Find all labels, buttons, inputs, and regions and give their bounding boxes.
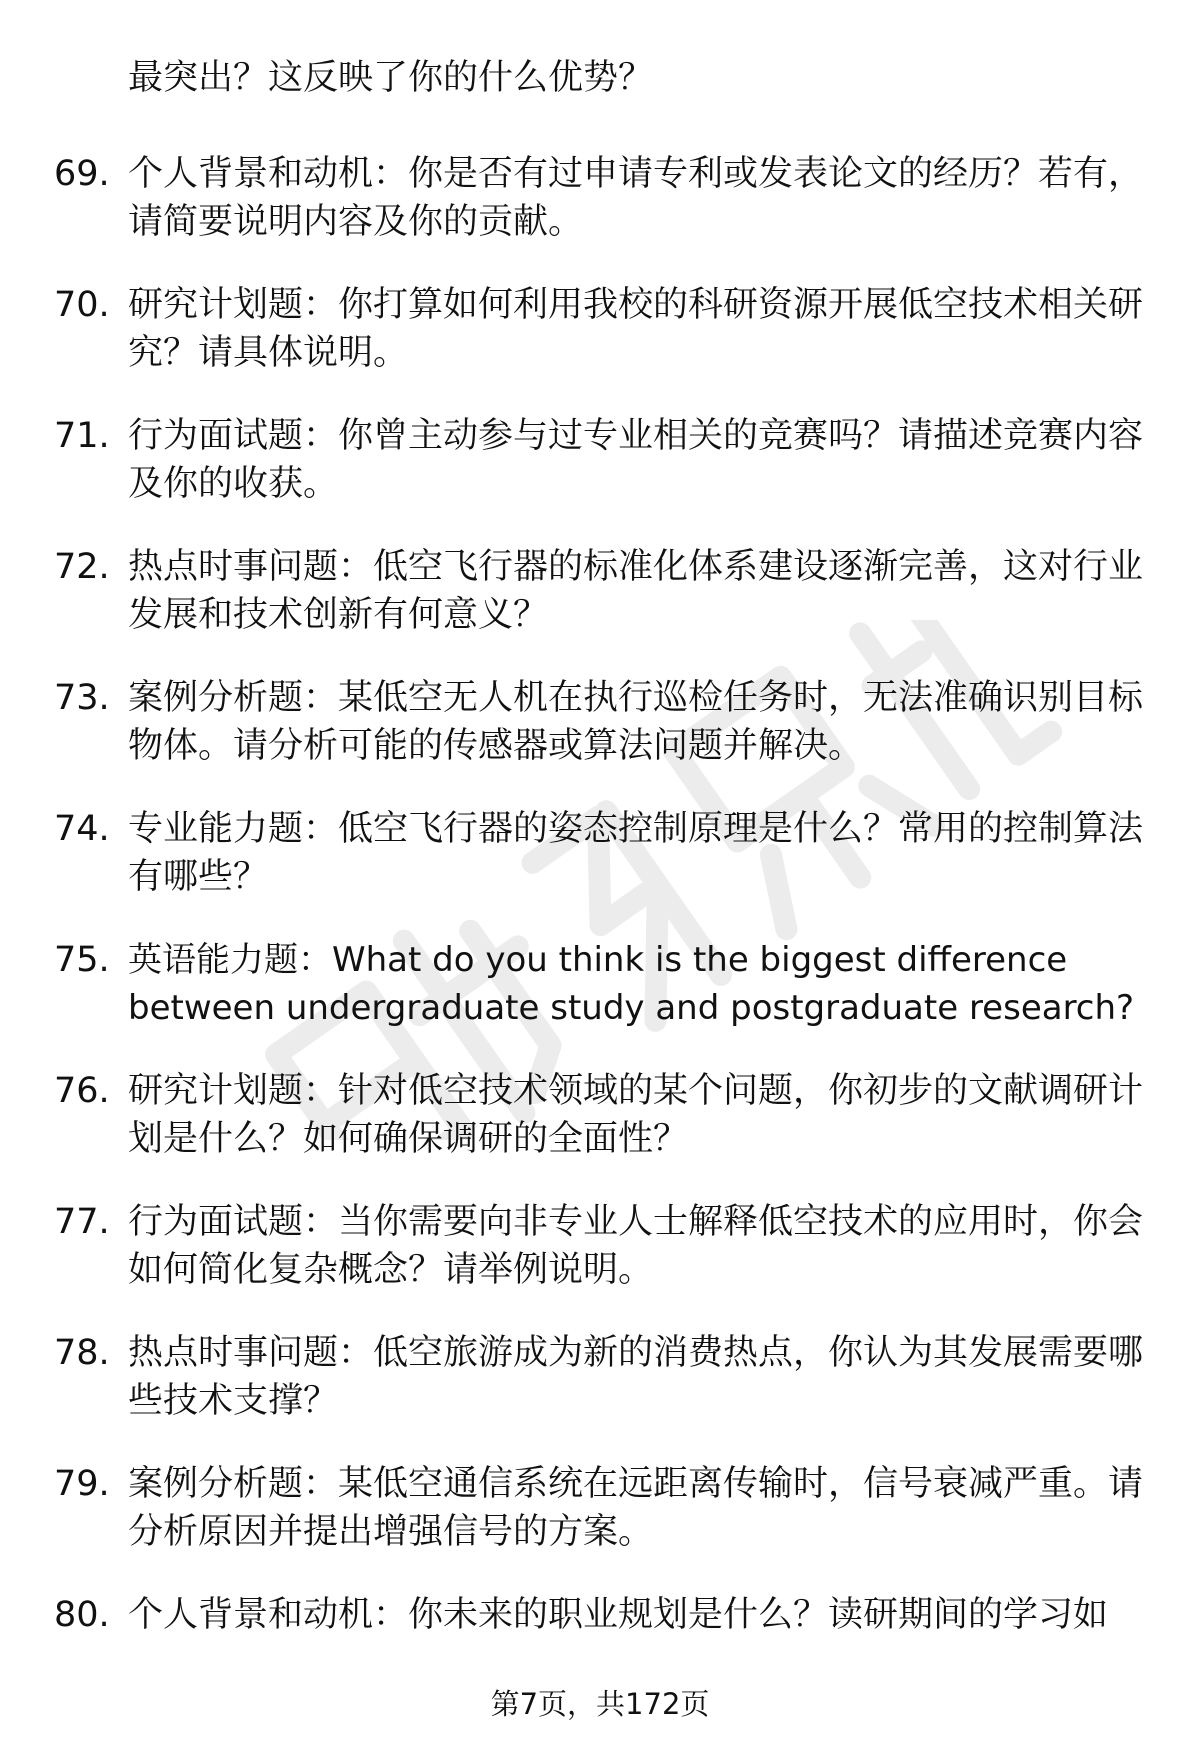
question-text: 行为面试题：你曾主动参与过专业相关的竞赛吗？请描述竞赛内容及你的收获。 [128, 416, 1144, 504]
question-text: 热点时事问题：低空旅游成为新的消费热点，你认为其发展需要哪些技术支撑？ [128, 1333, 1144, 1421]
question-text: 案例分析题：某低空无人机在执行巡检任务时，无法准确识别目标物体。请分析可能的传感器或算法问题并解决。 [128, 678, 1144, 766]
question-item [0, 150, 1200, 281]
question-item [0, 805, 1200, 936]
question-text: 专业能力题：低空飞行器的姿态控制原理是什么？常用的控制算法有哪些？ [128, 809, 1144, 897]
question-number: 73. [54, 678, 110, 718]
question-item [0, 281, 1200, 412]
question-number: 69. [54, 154, 110, 194]
question-text: 行为面试题：当你需要向非专业人士解释低空技术的应用时，你会如何简化复杂概念？请举例说明。 [128, 1202, 1144, 1290]
question-item [0, 1067, 1200, 1198]
question-number: 72. [54, 547, 110, 587]
question-text: 案例分析题：某低空通信系统在远距离传输时，信号衰减严重。请分析原因并提出增强信号的方案。 [128, 1464, 1144, 1552]
question-number: 74. [54, 809, 110, 849]
question-item [0, 1460, 1200, 1591]
question-text: 英语能力题：What do you think is the biggest difference between undergraduate study and postgraduate research? [128, 940, 1135, 1028]
question-item [0, 1198, 1200, 1329]
question-number: 75. [54, 940, 110, 980]
question-item [0, 936, 1200, 1067]
question-number: 79. [54, 1464, 110, 1504]
question-number: 71. [54, 416, 110, 456]
question-number: 80. [54, 1595, 110, 1635]
question-number: 76. [54, 1071, 110, 1111]
question-item [0, 412, 1200, 543]
question-number: 70. [54, 285, 110, 325]
question-text: 个人背景和动机：你是否有过申请专利或发表论文的经历？若有，请简要说明内容及你的贡献。 [128, 154, 1144, 242]
question-text: 研究计划题：你打算如何利用我校的科研资源开展低空技术相关研究？请具体说明。 [128, 285, 1144, 373]
question-list [0, 150, 1200, 1722]
question-number: 77. [54, 1202, 110, 1242]
question-item [0, 1329, 1200, 1460]
question-number: 78. [54, 1333, 110, 1373]
question-item [0, 543, 1200, 674]
question-text: 研究计划题：针对低空技术领域的某个问题，你初步的文献调研计划是什么？如何确保调研的全面性？ [128, 1071, 1144, 1159]
question-text: 个人背景和动机：你未来的职业规划是什么？读研期间的学习如 [128, 1595, 1109, 1635]
question-item [0, 674, 1200, 805]
question-text: 热点时事问题：低空飞行器的标准化体系建设逐渐完善，这对行业发展和技术创新有何意义？ [128, 547, 1144, 635]
page-footer: 第7页，共172页 [490, 1687, 710, 1721]
continuation-text: 最突出？这反映了你的什么优势？ [128, 58, 654, 98]
